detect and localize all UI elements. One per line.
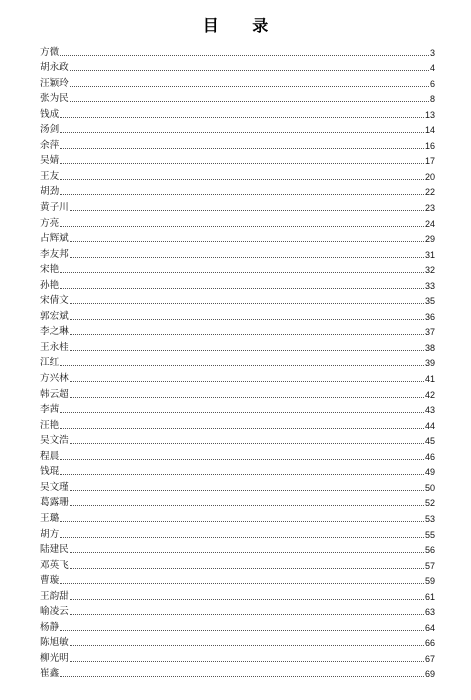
dot-leader (70, 598, 424, 600)
toc-entry-name: 李茜 (40, 404, 60, 416)
toc-entry-page-number: 4 (429, 63, 435, 74)
dot-leader (70, 380, 424, 382)
toc-entry-page-number: 36 (424, 311, 435, 322)
toc-entry-name: 王韵甜 (40, 590, 69, 602)
toc-entry-name: 钱成 (40, 108, 60, 120)
toc-entry[interactable] (40, 665, 435, 681)
toc-entry[interactable] (40, 167, 435, 183)
toc-entry-name: 孙艳 (40, 279, 60, 291)
dot-leader (60, 116, 424, 118)
toc-entry-name: 邓英飞 (40, 559, 69, 571)
toc-entry-page-number: 20 (424, 171, 435, 182)
toc-entry-page-number: 33 (424, 280, 435, 291)
dot-leader (70, 349, 424, 351)
toc-entry-page-number: 52 (424, 498, 435, 509)
toc-entry[interactable] (40, 432, 435, 448)
dot-leader (60, 178, 424, 180)
dot-leader (60, 193, 424, 195)
toc-entry-page-number: 29 (424, 234, 435, 245)
toc-entry-page-number: 43 (424, 405, 435, 416)
dot-leader (60, 458, 424, 460)
toc-entry[interactable] (40, 152, 435, 168)
toc-entry-page-number: 3 (429, 47, 435, 58)
dot-leader (60, 162, 424, 164)
toc-entry-name: 胡永政 (40, 62, 69, 74)
dot-leader (60, 427, 424, 429)
toc-entry-page-number: 32 (424, 265, 435, 276)
dot-leader (70, 318, 424, 320)
dot-leader (60, 225, 424, 227)
toc-entry[interactable] (40, 385, 435, 401)
toc-entry[interactable] (40, 603, 435, 619)
toc-entry-name: 余萍 (40, 139, 60, 151)
toc-entry[interactable] (40, 354, 435, 370)
toc-entry-name: 汪颖玲 (40, 77, 69, 89)
dot-leader (70, 69, 429, 71)
dot-leader (70, 644, 424, 646)
toc-entry-page-number: 39 (424, 358, 435, 369)
toc-entry-page-number: 63 (424, 607, 435, 618)
toc-entry-page-number: 44 (424, 420, 435, 431)
dot-leader (70, 209, 424, 211)
dot-leader (70, 504, 424, 506)
dot-leader (60, 520, 424, 522)
dot-leader (60, 147, 424, 149)
toc-entry[interactable] (40, 509, 435, 525)
toc-entry-page-number: 37 (424, 327, 435, 338)
toc-entry[interactable] (40, 214, 435, 230)
toc-entry-page-number: 42 (424, 389, 435, 400)
dot-leader (70, 85, 429, 87)
toc-entry[interactable] (40, 136, 435, 152)
toc-entry-name: 杨静 (40, 621, 60, 633)
toc-entry[interactable] (40, 276, 435, 292)
dot-leader (60, 54, 429, 56)
toc-entry-page-number: 41 (424, 374, 435, 385)
toc-entry-page-number: 24 (424, 218, 435, 229)
toc-entry-name: 汪艳 (40, 419, 60, 431)
toc-entry-name: 曹璇 (40, 575, 60, 587)
toc-entry-page-number: 61 (424, 591, 435, 602)
toc-entry-page-number: 46 (424, 451, 435, 462)
toc-entry-name: 钱琨 (40, 466, 60, 478)
toc-entry-page-number: 50 (424, 482, 435, 493)
dot-leader (70, 551, 424, 553)
toc-entry-name: 陆建民 (40, 544, 69, 556)
toc-entry[interactable] (40, 572, 435, 588)
toc-entry-page-number: 49 (424, 467, 435, 478)
dot-leader (60, 287, 424, 289)
toc-entry-name: 王友 (40, 170, 60, 182)
toc-entry-page-number: 6 (429, 78, 435, 89)
toc-entry[interactable] (40, 649, 435, 665)
toc-entry[interactable] (40, 323, 435, 339)
toc-entry-page-number: 14 (424, 125, 435, 136)
toc-entry-page-number: 8 (429, 94, 435, 105)
toc-entry[interactable] (40, 494, 435, 510)
dot-leader (70, 100, 429, 102)
toc-entry[interactable] (40, 59, 435, 75)
toc-entry-name: 黄子川 (40, 202, 69, 214)
dot-leader (60, 364, 424, 366)
toc-entry-page-number: 66 (424, 638, 435, 649)
toc-entry[interactable] (40, 525, 435, 541)
toc-entry[interactable] (40, 230, 435, 246)
dot-leader (70, 567, 424, 569)
toc-entry-name: 方亮 (40, 217, 60, 229)
toc-entry-page-number: 55 (424, 529, 435, 540)
toc-entry[interactable] (40, 198, 435, 214)
dot-leader (70, 302, 424, 304)
toc-entry[interactable] (40, 369, 435, 385)
toc-entry[interactable] (40, 401, 435, 417)
toc-entry[interactable] (40, 105, 435, 121)
toc-entry[interactable] (40, 307, 435, 323)
toc-entry-name: 王璐 (40, 512, 60, 524)
toc-entry[interactable] (40, 541, 435, 557)
toc-entry-name: 宋倩文 (40, 295, 69, 307)
toc-entry-name: 汤剑 (40, 124, 60, 136)
dot-leader (60, 131, 424, 133)
dot-leader (70, 256, 424, 258)
dot-leader (60, 629, 424, 631)
dot-leader (60, 411, 424, 413)
toc-entry-name: 程晨 (40, 450, 60, 462)
dot-leader (70, 240, 424, 242)
toc-entry-page-number: 16 (424, 140, 435, 151)
toc-entry-page-number: 45 (424, 436, 435, 447)
toc-entry[interactable] (40, 74, 435, 90)
toc-entry-page-number: 53 (424, 513, 435, 524)
toc-entry-name: 方兴林 (40, 373, 69, 385)
toc-entry-name: 王永桂 (40, 341, 69, 353)
toc-entry-name: 陈旭敏 (40, 637, 69, 649)
dot-leader (70, 442, 424, 444)
toc-entry-page-number: 56 (424, 545, 435, 556)
toc-entry[interactable] (40, 183, 435, 199)
toc-entry-page-number: 57 (424, 560, 435, 571)
toc-entry[interactable] (40, 43, 435, 59)
toc-entry-name: 胡方 (40, 528, 60, 540)
toc-entry[interactable] (40, 90, 435, 106)
toc-entry-name: 吴婧 (40, 155, 60, 167)
toc-entry[interactable] (40, 634, 435, 650)
toc-entry-page-number: 38 (424, 342, 435, 353)
toc-entry-page-number: 22 (424, 187, 435, 198)
dot-leader (70, 396, 424, 398)
dot-leader (70, 333, 424, 335)
dot-leader (60, 675, 424, 677)
toc-entry-page-number: 23 (424, 203, 435, 214)
toc-entry[interactable] (40, 587, 435, 603)
toc-entry[interactable] (40, 338, 435, 354)
toc-entry-page-number: 13 (424, 109, 435, 120)
dot-leader (60, 271, 424, 273)
toc-entry-page-number: 69 (424, 669, 435, 680)
toc-entry-name: 郭宏斌 (40, 310, 69, 322)
toc-entry-name: 韩云超 (40, 388, 69, 400)
toc-entry-name: 崔鑫 (40, 668, 60, 680)
toc-entry-name: 胡劲 (40, 186, 60, 198)
toc-entry-name: 张为民 (40, 93, 69, 105)
toc-entry-page-number: 17 (424, 156, 435, 167)
toc-entry[interactable] (40, 261, 435, 277)
toc-entry-page-number: 64 (424, 622, 435, 633)
dot-leader (70, 660, 424, 662)
toc-entry[interactable] (40, 292, 435, 308)
toc-entry-page-number: 59 (424, 576, 435, 587)
toc-entry[interactable] (40, 463, 435, 479)
toc-entry-name: 宋艳 (40, 264, 60, 276)
toc-entry[interactable] (40, 447, 435, 463)
dot-leader (70, 613, 424, 615)
toc-entry-page-number: 31 (424, 249, 435, 260)
toc-entry[interactable] (40, 556, 435, 572)
toc-entry-name: 吴文瑾 (40, 481, 69, 493)
toc-entry-name: 喻凌云 (40, 606, 69, 618)
toc-entry-name: 吴文浩 (40, 435, 69, 447)
toc-entry[interactable] (40, 416, 435, 432)
dot-leader (60, 473, 424, 475)
toc-entry[interactable] (40, 478, 435, 494)
toc-entry-name: 柳光明 (40, 652, 69, 664)
toc-entry-name: 葛露珊 (40, 497, 69, 509)
toc-entry-name: 方微 (40, 46, 60, 58)
toc-entry-page-number: 35 (424, 296, 435, 307)
toc-entry-page-number: 67 (424, 653, 435, 664)
toc-entry-name: 占辉斌 (40, 233, 69, 245)
toc-entry[interactable] (40, 245, 435, 261)
page-title: 目 录 (202, 16, 283, 35)
toc-entry-name: 李友邦 (40, 248, 69, 260)
toc-entry[interactable] (40, 618, 435, 634)
dot-leader (60, 582, 424, 584)
toc-entry-name: 江红 (40, 357, 60, 369)
toc-entry-name: 李之琳 (40, 326, 69, 338)
table-of-contents (40, 43, 435, 680)
dot-leader (60, 536, 424, 538)
dot-leader (70, 489, 424, 491)
toc-entry[interactable] (40, 121, 435, 137)
